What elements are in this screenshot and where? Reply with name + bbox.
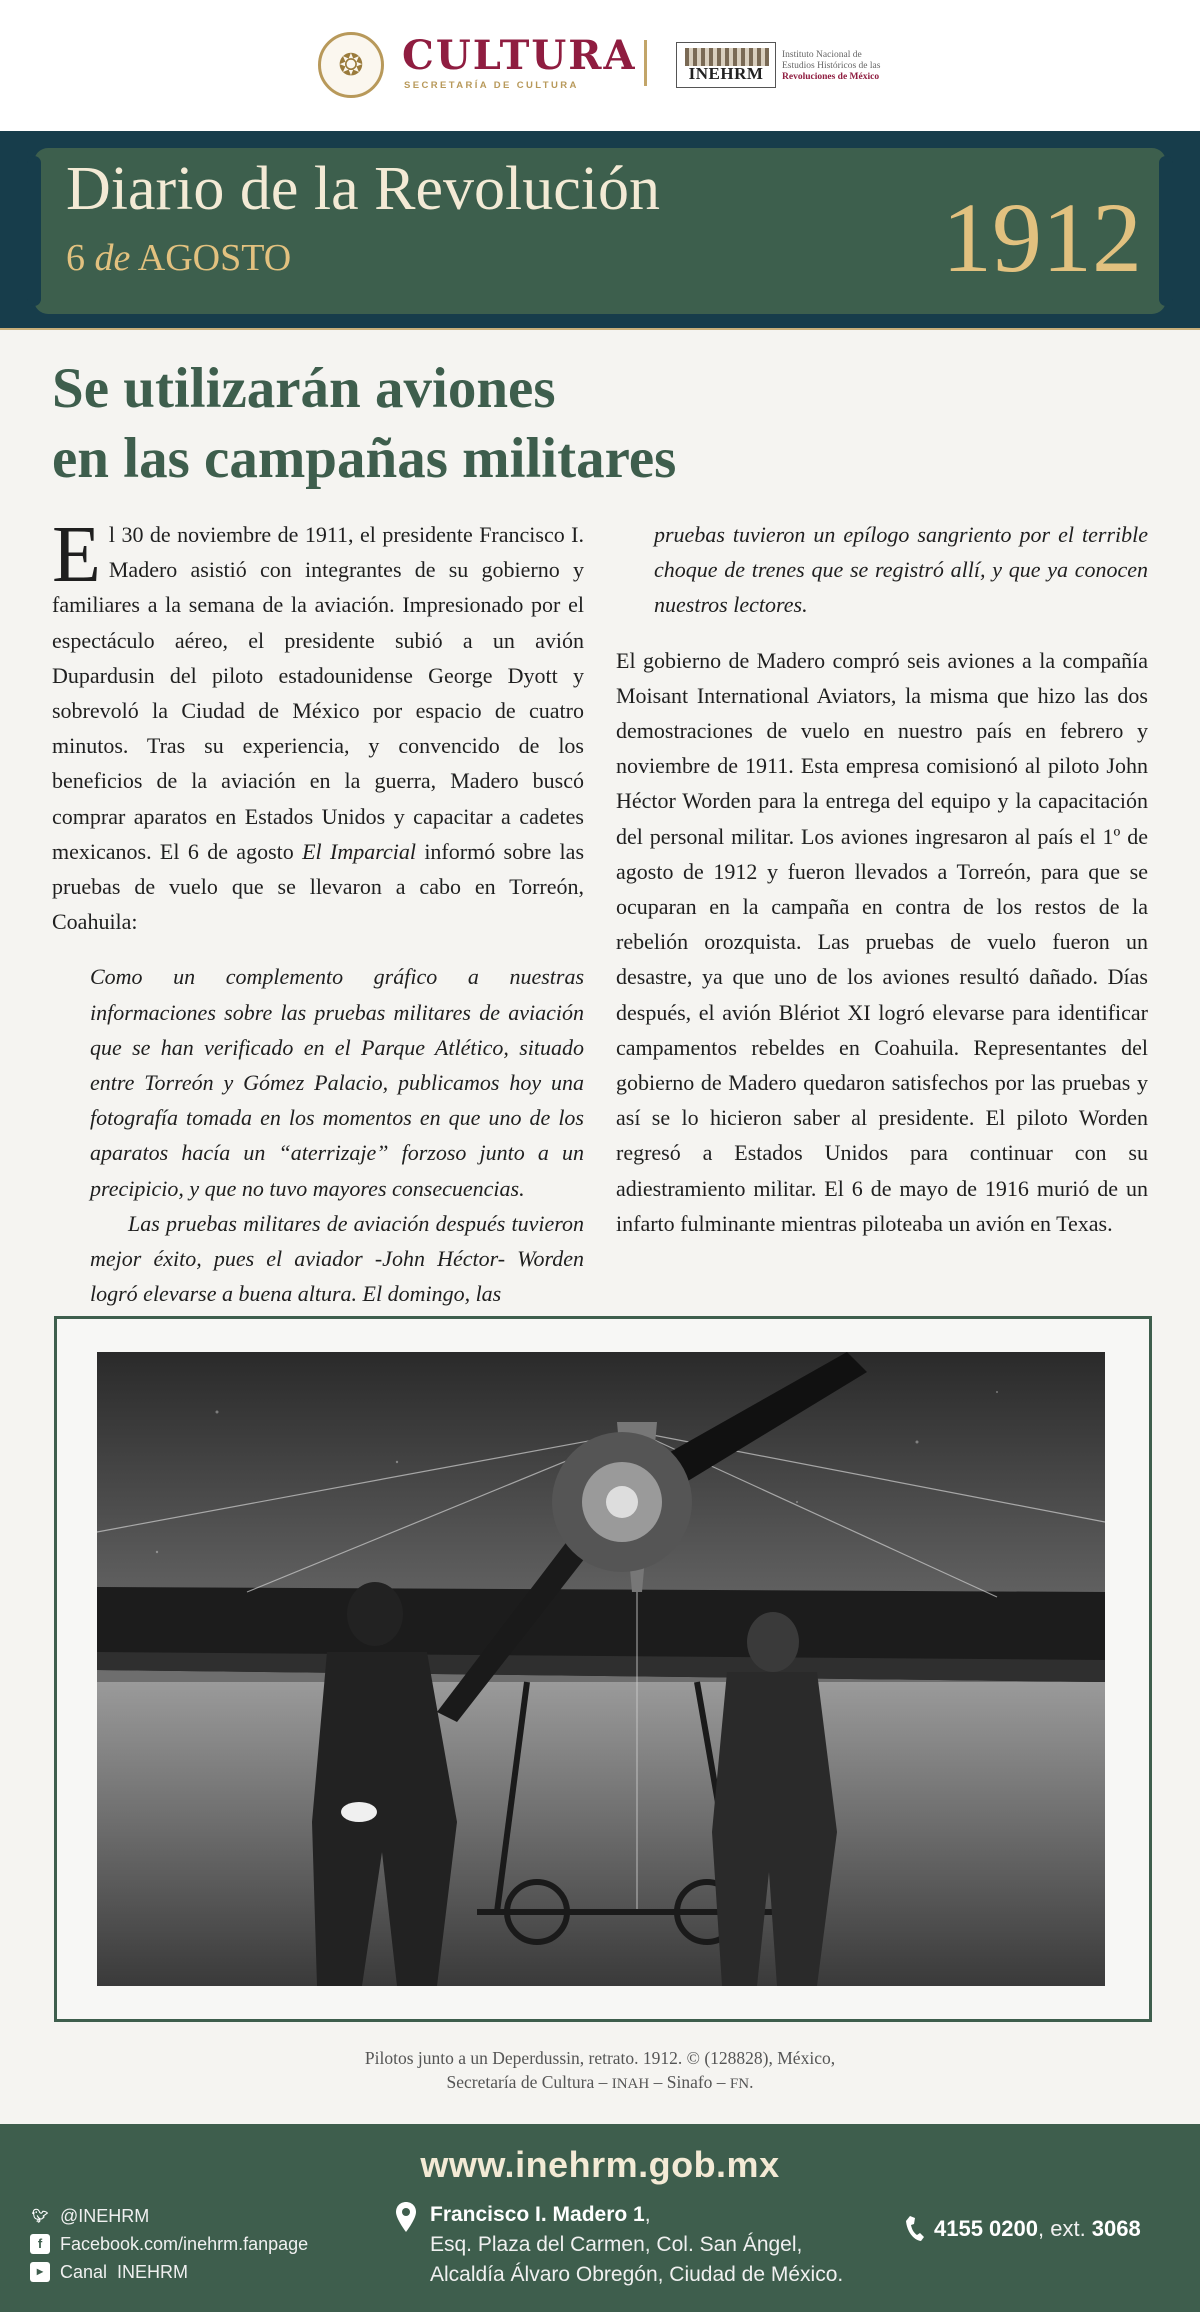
- footer: [0, 2124, 1200, 2312]
- address: Francisco I. Madero 1, Esq. Plaza del Carmen, Col. San Ángel, Alcaldía Álvaro Obregón, Ciudad de México.: [396, 2200, 843, 2290]
- top-logo-bar: [0, 0, 1200, 131]
- website-link[interactable]: www.inehrm.gob.mx: [420, 2144, 780, 2185]
- phone-number[interactable]: 4155 0200, ext. 3068: [906, 2216, 1141, 2242]
- twitter-bird-icon: 🐦︎: [31, 2208, 49, 2223]
- banner-year: 1912: [942, 182, 1142, 293]
- phone-icon: [906, 2216, 924, 2242]
- cultura-subtitle: SECRETARÍA DE CULTURA: [404, 80, 579, 91]
- article-paragraph-1: El 30 de noviembre de 1911, el presidente Francisco I. Madero asistió con integrantes de su gobierno y familiares a la semana de la aviación. Impresionado por el espectáculo aéreo, el presidente subió a un avión Dupardusin del piloto estadounidense George Dyott y sobrevoló la Ciudad de México por espacio de cuatro minutos. Tras su experiencia, y convencido de los beneficios de la aviación en la guerra, Madero buscó comprar aparatos en Estados Unidos y capacitar a cadetes mexicanos. El 6 de agosto El Imparcial informó sobre las pruebas de vuelo que se llevaron a cabo en Torreón, Coahuila:: [52, 511, 584, 935]
- article-quote-2: Las pruebas militares de aviación después tuvieron mejor éxito, pues el aviador -John Héctor- Worden logró elevarse a buena altura. El domingo, las: [90, 1210, 584, 1307]
- cultura-logo[interactable]: [318, 32, 637, 96]
- article-quote-3: pruebas tuvieron un epílogo sangriento por el terrible choque de trenes que se registró allí, y que ya conocen nuestros lectores.: [654, 522, 1148, 618]
- cultura-wordmark: CULTURA: [402, 32, 637, 79]
- banner-divider: [0, 328, 1200, 330]
- facebook-icon: f: [30, 2234, 50, 2254]
- inehrm-logo[interactable]: [676, 38, 936, 94]
- inehrm-description: Instituto Nacional de Estudios Históricos de las Revoluciones de México: [782, 50, 881, 82]
- youtube-icon: ▶: [30, 2262, 50, 2282]
- youtube-link[interactable]: ▶ Canal INEHRM: [30, 2258, 308, 2286]
- article-headline: Se utilizarán aviones en las campañas militares: [52, 357, 677, 490]
- article-column-left: [52, 511, 584, 1311]
- photo-caption: Pilotos junto a un Deperdussin, retrato. 1912. © (128828), México, Secretaría de Cultura – INAH – Sinafo – FN.: [364, 2048, 836, 2092]
- article-column-right: [616, 517, 1148, 1241]
- social-links: [30, 2202, 308, 2286]
- location-pin-icon: [396, 2202, 416, 2232]
- twitter-link[interactable]: 🐦︎ @INEHRM: [31, 2206, 150, 2226]
- pilots-airplane-photo[interactable]: [97, 1352, 1105, 1986]
- banner-date: 6 de AGOSTO: [66, 237, 292, 279]
- series-title: Diario de la Revolución: [66, 155, 660, 223]
- mexico-seal-icon: ❂: [318, 32, 384, 98]
- article-paragraph-2: El gobierno de Madero compró seis aviones a la compañía Moisant International Aviators, la misma que hizo las dos demostraciones de vuelo en nuestro país en febrero y noviembre de 1911. Esta empresa comisionó al piloto John Héctor Worden para la entrega del equipo y la capacitación del personal militar. Los aviones ingresaron al país el 1º de agosto de 1912 y fueron llevados a Torreón, para que se ocuparan en la campaña en contra de los restos de la rebelión orozquista. Las pruebas de vuelo fueron un desastre, ya que uno de los aviones resultó dañado. Días después, el avión Blériot XI logró elevarse para identificar campamentos rebeldes en Coahuila. Representantes del gobierno de Madero quedaron satisfechos por las pruebas y así se lo hicieron saber al presidente. El piloto Worden regresó a Estados Unidos para continuar con su adiestramiento militar. El 6 de mayo de 1916 murió de un infarto fulminante mientras piloteaba un avión en Texas.: [616, 647, 1148, 1236]
- article-quote-1: Como un complemento gráfico a nuestras informaciones sobre las pruebas militares de aviación que se han verificado en el Parque Atlético, situado entre Torreón y Gómez Palacio, publicamos hoy una fotografía tomada en los momentos en que uno de los aparatos hacía un “aterrizaje” forzoso junto a un precipicio, y que no tuvo mayores consecuencias.: [90, 964, 584, 1201]
- drop-cap: E: [52, 511, 101, 599]
- logo-divider: [644, 40, 647, 86]
- facebook-link[interactable]: f Facebook.com/inehrm.fanpage: [30, 2230, 308, 2258]
- inehrm-building-icon: INEHRM: [676, 42, 776, 88]
